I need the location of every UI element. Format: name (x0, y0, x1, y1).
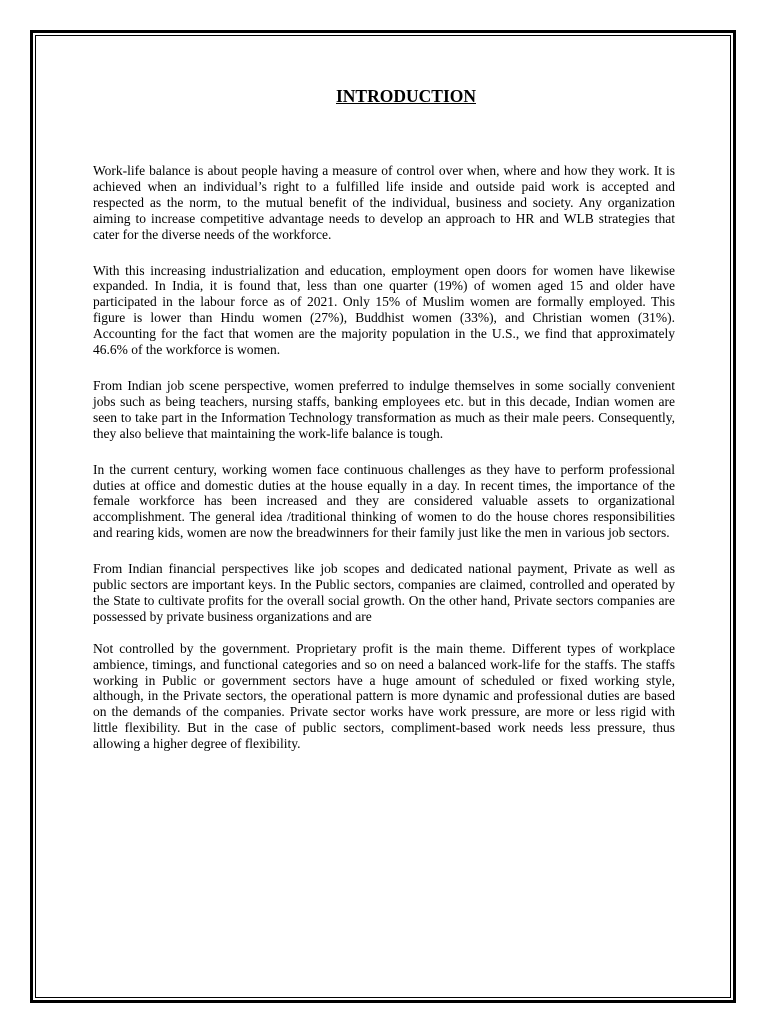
paragraph-private-public-sectors: Not controlled by the government. Proprietary profit is the main theme. Different types of workplace ambience, timings, and functional categories and so on need a balanced work-life for the staffs. The staffs working in Public or government sectors have a huge amount of scheduled or fixed working style, although, in the Private sectors, the operational pattern is more dynamic and professional duties are based on the demands of the companies. Private sector works have work pressure, are more or less rigid with little flexibility. But in the case of public sectors, compliment-based work needs less pressure, thus allowing a higher degree of flexibility. (93, 640, 675, 752)
paragraph-women-employment: With this increasing industrialization and education, employment open doors for women have likewise expanded. In India, it is found that, less than one quarter (19%) of women aged 15 and older have participated in the labour force as of 2021. Only 15% of Muslim women are formally employed. This figure is lower than Hindu women (27%), Buddhist women (33%), and Christian women (31%). Accounting for the fact that women are the majority population in the U.S., we find that approximately 46.6% of the workforce is women. (93, 262, 675, 358)
page-title: INTRODUCTION (335, 86, 477, 106)
paragraph-work-life-balance: Work-life balance is about people having a measure of control over when, where and how they work. It is achieved when an individual’s right to a fulfilled life inside and outside paid work is accepted and respected as the norm, to the mutual benefit of the individual, business and society. Any organization aiming to increase competitive advantage needs to develop an approach to HR and WLB strategies that cater for the diverse needs of the workforce. (93, 163, 675, 242)
paragraph-current-century: In the current century, working women face continuous challenges as they have to perform professional duties at office and domestic duties at the house equally in a day. In recent times, the importance of the female workforce has been increased and they are considered valuable assets to organizational accomplishment. The general idea /traditional thinking of women to do the house chores responsibilities and rearing kids, women are now the breadwinners for their family just like the men in various job sectors. (93, 461, 675, 541)
document-body (93, 86, 675, 772)
paragraph-financial-perspectives: From Indian financial perspectives like job scopes and dedicated national payment, Private as well as public sectors are important keys. In the Public sectors, companies are claimed, controlled and operated by the State to cultivate profits for the overall social growth. On the other hand, Private sectors companies are possessed by private business organizations and are (93, 561, 675, 624)
paragraph-job-scene: From Indian job scene perspective, women preferred to indulge themselves in some socially convenient jobs such as being teachers, nursing staffs, banking employees etc. but in this decade, Indian women are seen to take part in the Information Technology transformation as much as their male peers. Consequently, they also believe that maintaining the work-life balance is tough. (93, 377, 675, 441)
